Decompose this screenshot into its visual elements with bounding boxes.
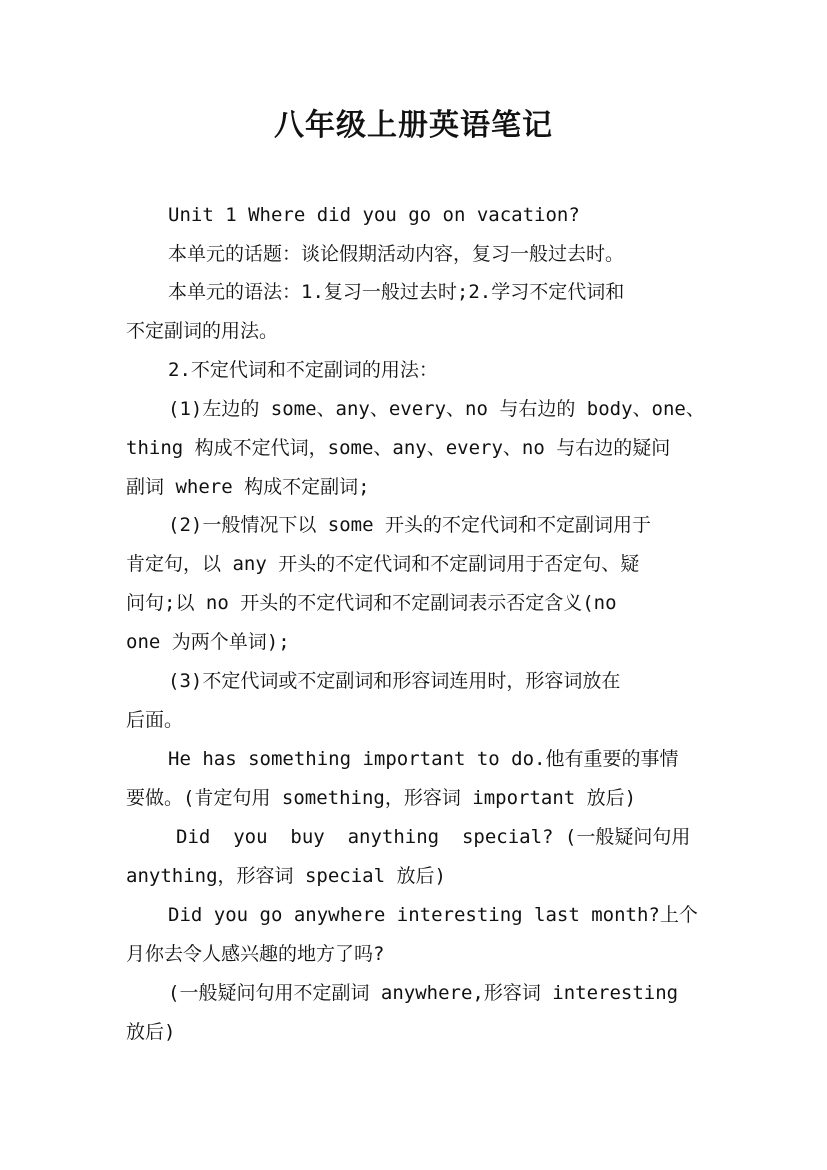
paragraph-example-1 bbox=[126, 740, 706, 818]
text-line: 肯定句，以 any 开头的不定代词和不定副词用于否定句、疑 bbox=[126, 553, 640, 575]
text-line: 后面。 bbox=[126, 709, 184, 731]
text-line: 不定副词的用法。 bbox=[126, 320, 279, 342]
text-line: Did you go anywhere interesting last month?上个 bbox=[168, 904, 698, 926]
paragraph-topic bbox=[126, 235, 706, 274]
text-line: Did you buy anything special? (一般疑问句用 bbox=[176, 826, 691, 848]
text-line: 副词 where 构成不定副词; bbox=[126, 476, 370, 498]
text-line: (一般疑问句用不定副词 anywhere,形容词 interesting bbox=[168, 982, 679, 1004]
text-line: 月你去令人感兴趣的地方了吗? bbox=[126, 943, 385, 965]
text-line: 要做。(肯定句用 something，形容词 important 放后) bbox=[126, 787, 637, 809]
text-line: anything，形容词 special 放后) bbox=[126, 865, 446, 887]
paragraph-example-2 bbox=[126, 818, 706, 896]
paragraph-rule-3 bbox=[126, 662, 706, 740]
text-line: 本单元的话题：谈论假期活动内容，复习一般过去时。 bbox=[168, 243, 625, 265]
text-line: 问句;以 no 开头的不定代词和不定副词表示否定含义(no bbox=[126, 592, 617, 614]
paragraph-usage-heading bbox=[126, 351, 706, 390]
text-line: thing 构成不定代词，some、any、every、no 与右边的疑问 bbox=[126, 437, 671, 459]
document-title: 八年级上册英语笔记 bbox=[274, 108, 553, 143]
text-line: 2.不定代词和不定副词的用法： bbox=[168, 359, 438, 381]
text-line: (1)左边的 some、any、every、no 与右边的 body、one、 bbox=[168, 398, 705, 420]
text-line: 放后) bbox=[126, 1021, 176, 1043]
paragraph-grammar bbox=[126, 273, 706, 351]
text-line: (3)不定代词或不定副词和形容词连用时，形容词放在 bbox=[168, 670, 621, 692]
text-line: He has something important to do.他有重要的事情 bbox=[168, 748, 679, 770]
paragraph-example-3 bbox=[126, 896, 706, 974]
paragraph-rule-1 bbox=[126, 390, 706, 507]
text-line: 本单元的语法：1.复习一般过去时;2.学习不定代词和 bbox=[168, 281, 625, 303]
text-line: Unit 1 Where did you go on vacation? bbox=[168, 204, 580, 226]
text-line: one 为两个单词); bbox=[126, 631, 290, 653]
paragraph-example-3-note bbox=[126, 974, 706, 1052]
text-line: (2)一般情况下以 some 开头的不定代词和不定副词用于 bbox=[168, 514, 651, 536]
paragraph-unit-heading bbox=[126, 196, 706, 235]
paragraph-rule-2 bbox=[126, 506, 706, 662]
